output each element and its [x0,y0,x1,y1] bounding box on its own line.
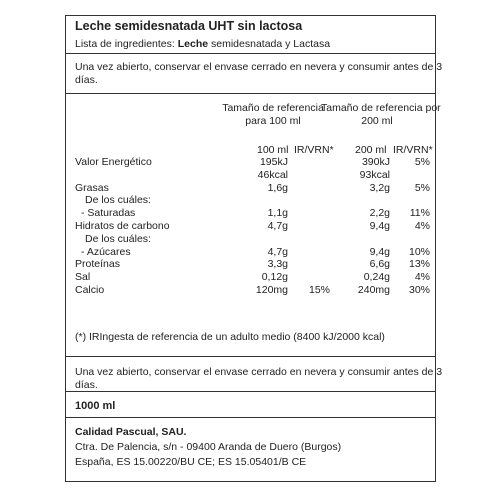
nutrient-label: Sal [75,271,91,284]
divider [66,356,435,357]
divider [66,53,435,54]
value-200ml: 6,6g [369,258,390,271]
nutrient-label: De los cuáles: [85,194,151,207]
ir-200ml: 11% [409,207,430,220]
value-200ml: 93kcal [359,168,390,181]
value-100ml: 195kJ [259,156,288,168]
ref-100ml-header-line1: Tamaño de referencia [222,102,324,114]
ingredients-allergen: Leche [177,38,209,50]
col-100ml-header: 100 ml [257,144,289,156]
value-100ml: 4,7g [267,245,288,258]
product-title: Leche semidesnatada UHT sin lactosa [75,19,303,33]
value-200ml: 2,2g [369,207,390,220]
nutrient-label: - Saturadas [81,207,136,220]
value-100ml: 46kcal [257,168,288,181]
ir-100ml: 15% [308,284,330,296]
company-address: Ctra. De Palencia, s/n - 09400 Aranda de Duero (Burgos) [75,441,342,453]
ir-200ml: 4% [414,271,430,284]
value-100ml: 3,3g [267,258,288,271]
nutrient-label: - Azúcares [81,245,131,258]
ingredients-line [75,38,330,50]
divider [66,391,435,392]
storage-instructions-repeat-line1: Una vez abierto, conservar el envase cerrado en nevera y consumir antes de 3 [75,366,443,378]
nutrient-label: Grasas [75,181,109,194]
company-name: Calidad Pascual, SAU. [75,426,187,438]
ir-200ml: 10% [408,245,430,258]
nutrient-label: Valor Energético [75,156,152,168]
value-200ml: 9,4g [369,220,390,232]
net-volume: 1000 ml [75,400,116,412]
value-200ml: 9,4g [369,245,390,258]
value-100ml: 1,6g [267,181,288,194]
ir-200ml: 5% [414,181,430,194]
ir-200ml: 13% [408,258,430,271]
nutrient-label: Proteínas [75,258,120,271]
col-ir1-header: IR/VRN* [294,144,334,156]
col-ir2-header: IR/VRN* [393,144,433,156]
value-100ml: 1,1g [267,207,288,220]
value-200ml: 0,24g [363,271,390,284]
nutrient-label: Hidratos de carbono [75,220,170,232]
value-200ml: 390kJ [361,156,390,168]
value-100ml: 120mg [255,284,288,296]
ref-200ml-header-line2: 200 ml [361,115,393,127]
company-registry: España, ES 15.00220/BU CE; ES 15.05401/B CE [75,456,307,468]
reference-footnote: (*) IRIngesta de referencia de un adulto medio (8400 kJ/2000 kcal) [75,331,385,343]
value-100ml: 4,7g [267,220,288,232]
ref-100ml-header-line2: para 100 ml [245,115,301,127]
col-200ml-header: 200 ml [355,144,387,156]
value-200ml: 3,2g [369,181,390,194]
value-100ml: 0,12g [261,271,288,284]
storage-instructions-line1: Una vez abierto, conservar el envase cerrado en nevera y consumir antes de 3 [75,61,443,73]
ingredients-prefix: Lista de ingredientes: [75,38,178,50]
nutrient-label: De los cuáles: [85,232,151,245]
ir-200ml: 4% [414,220,430,232]
product-label-frame [65,15,443,482]
ir-200ml: 30% [408,284,430,296]
divider [66,93,435,94]
storage-instructions-repeat-line2: días. [75,379,98,391]
ingredients-rest: semidesnatada y Lactasa [208,38,331,50]
ir-200ml: 5% [414,156,430,168]
ref-200ml-header-line1: Tamaño de referencia por [321,102,441,114]
nutrient-label: Calcio [75,284,105,296]
value-200ml: 240mg [357,284,390,296]
divider [66,417,435,418]
storage-instructions-line2: días. [75,74,98,86]
